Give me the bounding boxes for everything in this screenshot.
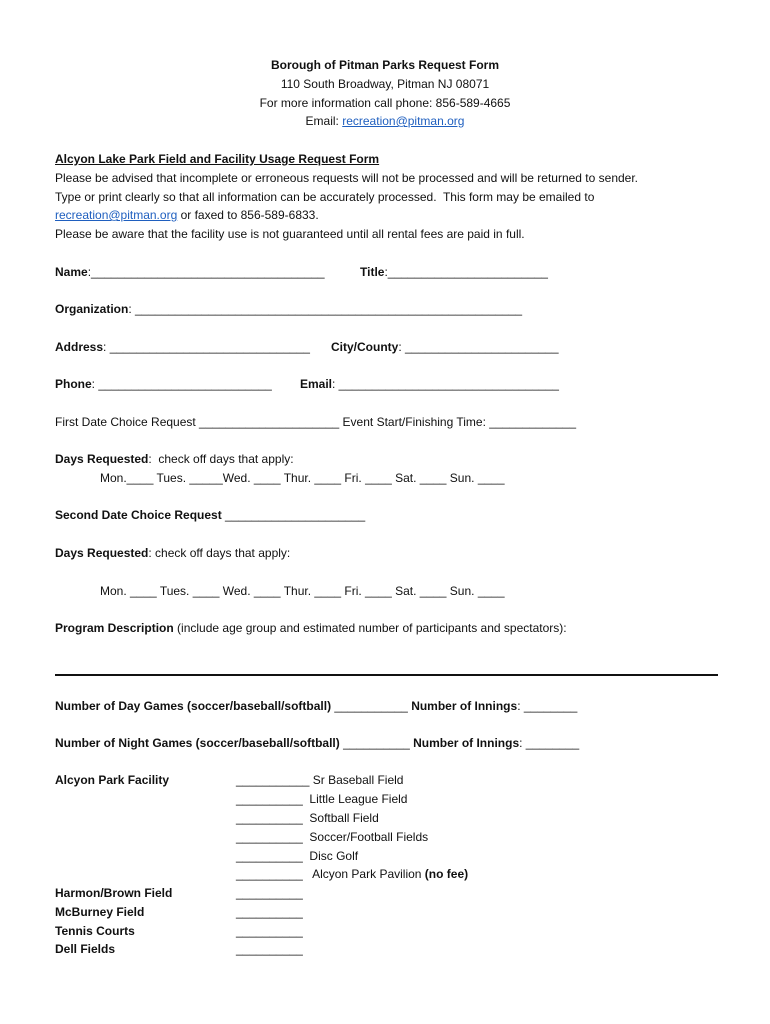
days-requested-1-label: Days Requested [55, 452, 149, 466]
form-title: Borough of Pitman Parks Request Form [270, 58, 500, 72]
title-row [360, 265, 548, 280]
address-row [55, 340, 310, 355]
organization-row [55, 302, 522, 317]
mcburney-field-blank[interactable]: __________ [236, 905, 303, 919]
facility-option[interactable]: __________ Soccer/Football Fields [236, 830, 429, 844]
pavilion-no-fee-note: (no fee) [424, 867, 469, 881]
first-date-row[interactable]: First Date Choice Request _____________________ Event Start/Finishing Time: _____________ [55, 415, 577, 429]
phone-row [55, 377, 272, 392]
title-label: Title [360, 265, 385, 279]
night-innings-field[interactable]: : ________ [519, 736, 580, 750]
section-heading: Alcyon Lake Park Field and Facility Usage Request Form [55, 152, 380, 166]
email-label: Email [300, 377, 333, 391]
facility-option[interactable]: ___________ Sr Baseball Field [236, 773, 404, 787]
header-email-line [0, 114, 770, 129]
program-description-line[interactable] [55, 674, 718, 676]
dell-fields-label: Dell Fields [55, 942, 116, 956]
program-description-hint: (include age group and estimated number of participants and spectators): [173, 621, 567, 635]
pavilion-label: __________ Alcyon Park Pavilion [236, 867, 425, 881]
header-email-link[interactable]: recreation@pitman.org [342, 114, 465, 128]
harmon-brown-field-label: Harmon/Brown Field [55, 886, 173, 900]
intro-fax: or faxed to 856-589-6833. [177, 208, 319, 222]
days-requested-2-label: Days Requested [55, 546, 149, 560]
address-field[interactable]: : ______________________________ [103, 340, 310, 354]
facility-option-pavilion[interactable] [236, 867, 468, 882]
night-innings-label: Number of Innings [413, 736, 520, 750]
email-field[interactable]: : _________________________________ [332, 377, 559, 391]
tennis-courts-blank[interactable]: __________ [236, 924, 303, 938]
days-checklist-1[interactable]: Mon.____ Tues. _____Wed. ____ Thur. ____ Fri. ____ Sat. ____ Sun. ____ [100, 471, 505, 485]
facility-option[interactable]: __________ Disc Golf [236, 849, 359, 863]
second-date-row [55, 508, 365, 523]
facility-option[interactable]: __________ Softball Field [236, 811, 379, 825]
city-row [331, 340, 559, 355]
night-games-field[interactable]: __________ [339, 736, 414, 750]
intro-line-4: Please be aware that the facility use is not guaranteed until all rental fees are paid in full. [55, 227, 525, 241]
intro-line-2: Type or print clearly so that all information can be accurately processed. This form may be emailed to [55, 190, 595, 204]
address-label: Address [55, 340, 104, 354]
email-row [300, 377, 559, 392]
header-address: 110 South Broadway, Pitman NJ 08071 [280, 77, 490, 91]
name-row [55, 265, 325, 280]
header-email-label: Email: [305, 114, 343, 128]
city-field[interactable]: : _______________________ [398, 340, 559, 354]
second-date-field[interactable]: _____________________ [221, 508, 366, 522]
second-date-label: Second Date Choice Request [55, 508, 222, 522]
intro-line-3 [55, 208, 319, 223]
days-requested-2 [55, 546, 290, 561]
days-checklist-2[interactable]: Mon. ____ Tues. ____ Wed. ____ Thur. ____ Fri. ____ Sat. ____ Sun. ____ [100, 584, 505, 598]
night-games-label: Number of Night Games (soccer/baseball/softball) [55, 736, 340, 750]
alcyon-facility-label: Alcyon Park Facility [55, 773, 170, 787]
name-label: Name [55, 265, 88, 279]
name-field[interactable]: :___________________________________ [87, 265, 325, 279]
city-label: City/County [331, 340, 399, 354]
dell-fields-blank[interactable]: __________ [236, 942, 303, 956]
day-innings-label: Number of Innings [411, 699, 518, 713]
intro-email-link[interactable]: recreation@pitman.org [55, 208, 178, 222]
phone-label: Phone [55, 377, 92, 391]
days-requested-2-hint: : check off days that apply: [148, 546, 291, 560]
program-description [55, 621, 567, 636]
header-phone: For more information call phone: 856-589-4665 [259, 96, 511, 110]
organization-label: Organization [55, 302, 129, 316]
harmon-brown-field-blank[interactable]: __________ [236, 886, 303, 900]
day-games-field[interactable]: ___________ [331, 699, 412, 713]
facility-option[interactable]: __________ Little League Field [236, 792, 408, 806]
intro-line-1: Please be advised that incomplete or erroneous requests will not be processed and will be returned to sender. [55, 171, 639, 185]
days-requested-1 [55, 452, 294, 467]
program-description-label: Program Description [55, 621, 174, 635]
day-games-row [55, 699, 577, 714]
organization-field[interactable]: : __________________________________________________________ [128, 302, 523, 316]
phone-field[interactable]: : __________________________ [91, 377, 272, 391]
day-games-label: Number of Day Games (soccer/baseball/softball) [55, 699, 332, 713]
title-field[interactable]: :________________________ [384, 265, 548, 279]
day-innings-field[interactable]: : ________ [517, 699, 578, 713]
mcburney-field-label: McBurney Field [55, 905, 145, 919]
night-games-row [55, 736, 579, 751]
days-requested-1-hint: : check off days that apply: [148, 452, 294, 466]
tennis-courts-label: Tennis Courts [55, 924, 135, 938]
